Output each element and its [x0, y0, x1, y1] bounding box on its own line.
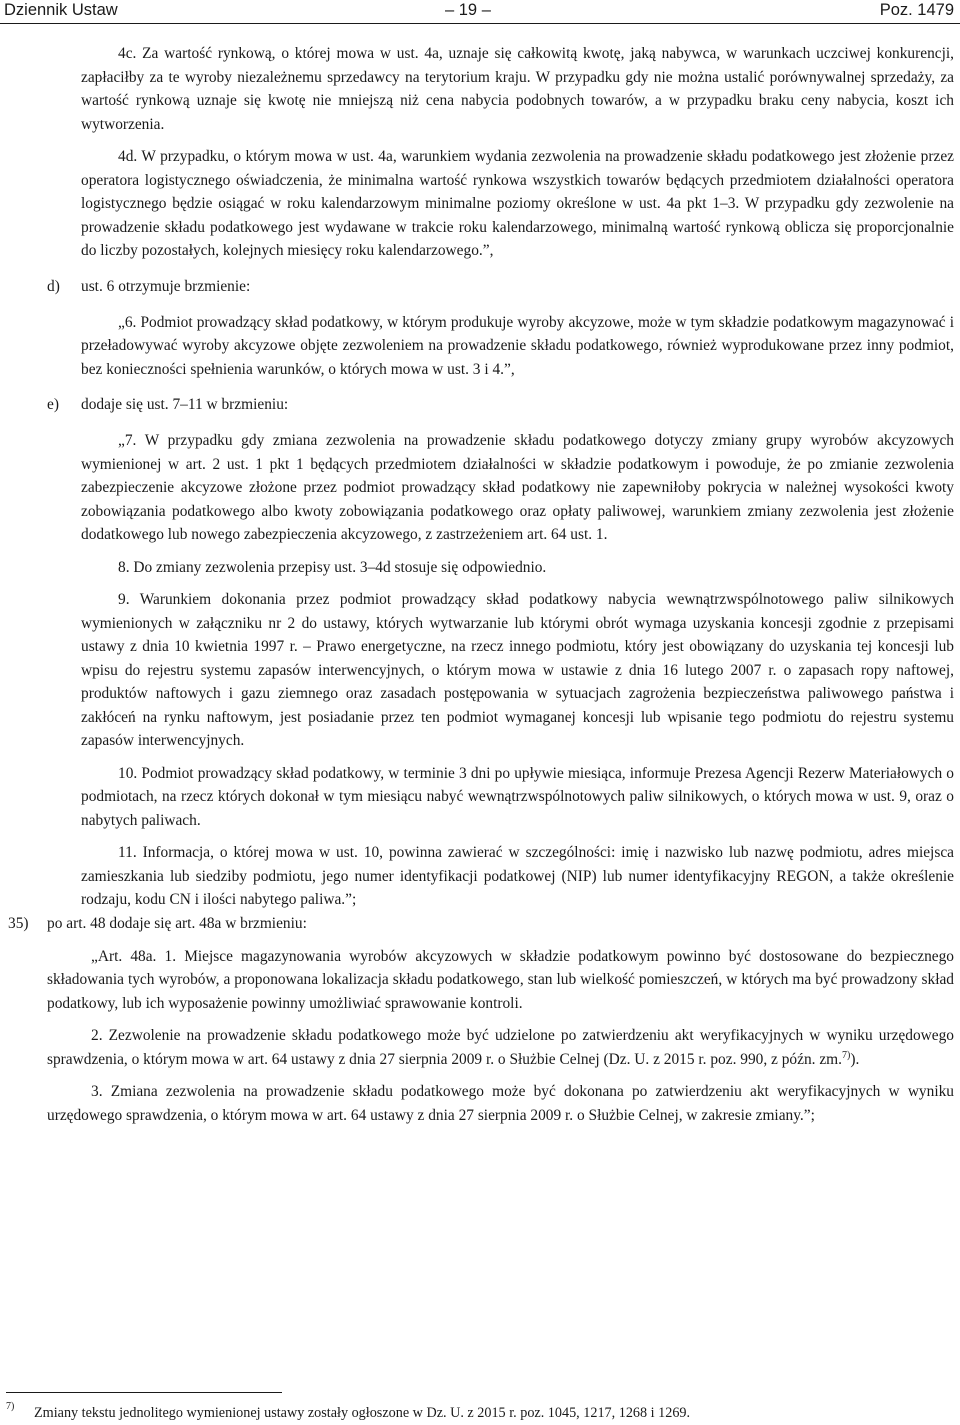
paragraph-4c: 4c. Za wartość rynkową, o której mowa w ust. 4a, uznaje się całkowitą kwotę, jaką nabywca, w warunkach uczciwej konkurencji, zapłaciłby za te wyroby niezależnemu sprzedawcy na terytorium kraju. W przypadku gdy nie można ustalić porównywalnej sprzedaży, za wartość rynkową uznaje się kwotę nie mniejszą niż cena nabycia podobnych towarów, a w przypadku braku ceny nabycia, koszt ich wytworzenia. [81, 45, 954, 133]
paragraph-11: 11. Informacja, o której mowa w ust. 10, powinna zawierać w szczególności: imię i nazwisko lub nazwę podmiotu, adres miejsca zamieszkania lub siedziby podmiotu, jego numer identyfikacji podatkowej (NIP) lub numer identyfikacyjny REGON, a także określenie rodzaju, kodu CN i ilości nabytego paliwa.”; [81, 844, 954, 908]
document-body [0, 42, 960, 1127]
paragraph-7: „7. W przypadku gdy zmiana zezwolenia na prowadzenie składu podatkowego dotyczy zmiany grupy wyrobów akcyzowych wymienionej w art. 2 ust. 1 pkt 1 będących przedmiotem działalności w składzie podatkowym i powoduje, że po zmianie zezwolenia zabezpieczenie akcyzowe złożone przez podmiot prowadzący skład podatkowy nie zapewniłoby pokrycia w należnej wysokości kwoty zobowiązania podatkowego albo kwoty zobowiązania podatkowego oraz opłaty paliwowej, warunkiem zmiany zezwolenia jest złożenie dodatkowego lub nowego zabezpieczenia akcyzowego, z zastrzeżeniem art. 64 ust. 1. [81, 432, 954, 543]
paragraph-9: 9. Warunkiem dokonania przez podmiot prowadzący skład podatkowy nabycia wewnątrzwspólnotowego paliw silnikowych wymienionych w załączniku nr 2 do ustawy, których wytwarzanie lub którymi obrót wymaga uzyskania koncesji zgodnie z przepisami ustawy z dnia 10 kwietnia 1997 r. – Prawo energetyczne, na rzecz innego podmiotu, który jest obowiązany do uzyskania tej koncesji lub wpisu do rejestru systemu zapasów interwencyjnych, o którym mowa w ustawie z dnia 16 lutego 2007 r. o zapasach ropy naftowej, produktów naftowych i gazu ziemnego oraz zasadach postępowania w sytuacjach zagrożenia bezpieczeństwa paliwowego państwa i zakłóceń na rynku naftowym, jest posiadanie przez ten podmiot wymaganej koncesji lub wpisanie tego podmiotu do rejestru systemu zapasów interwencyjnych. [81, 591, 954, 749]
article-48a-paragraph-3: 3. Zmiana zezwolenia na prowadzenie składu podatkowego może być dokonana po zatwierdzeniu akt weryfikacyjnych w wyniku urzędowego sprawdzenia, o którym mowa w art. 64 ustawy z dnia 27 sierpnia 2009 r. o Służbie Celnej, w zakresie zmiany.”; [47, 1083, 954, 1124]
item-e-label: e) [47, 396, 59, 413]
footnote-text: Zmiany tekstu jednolitego wymienionej ustawy zostały ogłoszone w Dz. U. z 2015 r. poz. 1045, 1217, 1268 i 1269. [34, 1405, 691, 1421]
header-rule [0, 23, 960, 24]
footnote-mark: 7) [6, 1401, 15, 1412]
list-item-35 [0, 912, 960, 936]
item-d-label: d) [47, 277, 60, 295]
position-number: Poz. 1479 [879, 1, 954, 19]
footnote-rule [6, 1392, 282, 1393]
paragraph-4d: 4d. W przypadku, o którym mowa w ust. 4a, warunkiem wydania zezwolenia na prowadzenie składu podatkowego jest złożenie przez operatora logistycznego oświadczenia, że minimalna wartość rynkowa wszystkich towarów będących przedmiotem działalności operatora logistycznego będzie osiągać w roku kalendarzowym minimalne poziomy określone w ust. 4a pkt 1–3. W przypadku gdy zezwolenie na prowadzenie składu podatkowego jest wydawane w trakcie roku kalendarzowego, minimalną wartość rynkową oblicza się proporcjonalnie do liczby pozostałych, kolejnych miesięcy roku kalendarzowego.”, [81, 148, 954, 259]
paragraph-10: 10. Podmiot prowadzący skład podatkowy, w terminie 3 dni po upływie miesiąca, informuje Prezesa Agencji Rezerw Materiałowych o podmiotach, na rzecz których dokonał w tym miesiącu nabyć wewnątrzwspólnotowych paliw silnikowych, o których mowa w ust. 9, oraz o nabytych paliwach. [81, 764, 954, 829]
art48a-2-text: 2. Zezwolenie na prowadzenie składu podatkowego może być udzielone po zatwierdzeniu akt weryfikacyjnych w wyniku urzędowego sprawdzenia, o którym mowa w art. 64 ustawy z dnia 27 sierpnia 2009 r. o Służbie Celnej (Dz. U. z 2015 r. poz. 990, z późn. zm. [47, 1027, 954, 1068]
page-number: – 19 – [445, 1, 491, 19]
page-header [0, 0, 960, 22]
list-item-e [0, 393, 960, 417]
list-item-d [0, 275, 960, 299]
paragraph-8: 8. Do zmiany zezwolenia przepisy ust. 3–4d stosuje się odpowiednio. [118, 558, 547, 576]
journal-title: Dziennik Ustaw [4, 1, 118, 19]
item-d-text: ust. 6 otrzymuje brzmienie: [81, 277, 251, 295]
item-e-text: dodaje się ust. 7–11 w brzmieniu: [81, 396, 289, 413]
article-48a-paragraph-1: „Art. 48a. 1. Miejsce magazynowania wyrobów akcyzowych w składzie podatkowym powinno być dostosowane do bezpiecznego składowania tych wyrobów, a proponowana lokalizacja składu podatkowego, stan lub wielkość pomieszczeń, w których ma być prowadzony skład podatkowy, lub ich wyposażenie powinny umożliwiać sprawowanie kontroli. [47, 947, 954, 1012]
art48a-2-end: ). [850, 1050, 860, 1068]
article-48a-paragraph-2 [47, 1024, 954, 1071]
item-35-text: po art. 48 dodaje się art. 48a w brzmieniu: [47, 914, 307, 932]
paragraph-6: „6. Podmiot prowadzący skład podatkowy, w którym produkuje wyroby akcyzowe, może w tym składzie podatkowym magazynować i przeładowywać wyroby akcyzowe objęte zezwoleniem na prowadzenie składu podatkowego, również wyprodukowane przez inny podmiot, bez konieczności spełnienia warunków, o których mowa w ust. 3 i 4.”, [81, 313, 954, 378]
footnote-reference[interactable]: 7) [842, 1049, 851, 1061]
item-35-label: 35) [8, 914, 29, 932]
